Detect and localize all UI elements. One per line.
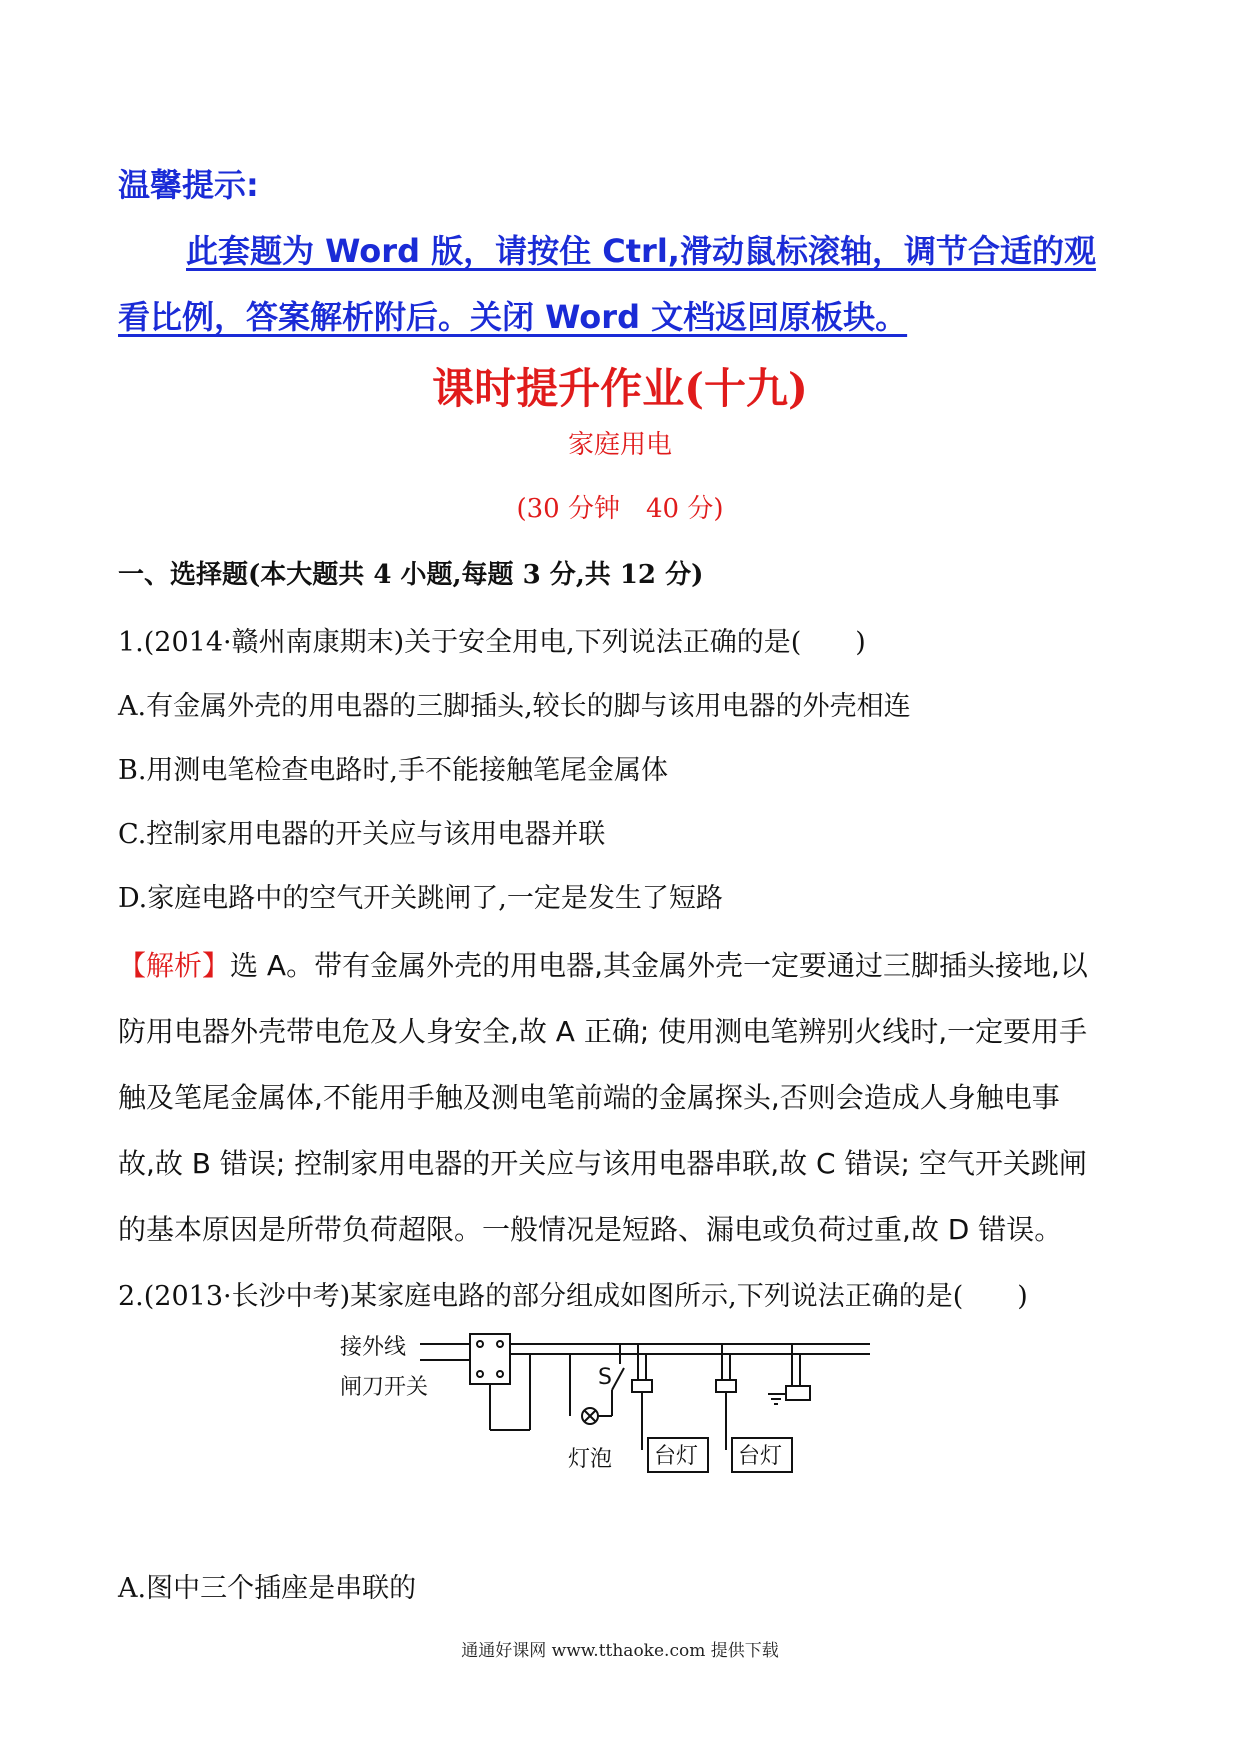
time-info: (30 分钟 40 分) [516, 494, 724, 524]
knife-switch-box [470, 1334, 510, 1384]
section-heading: 一、选择题(本大题共 4 小题,每题 3 分,共 12 分) [118, 560, 704, 590]
tip-heading: 温馨提示: [118, 166, 259, 204]
analysis-line-4: 故,故 B 错误; 控制家用电器的开关应与该用电器串联,故 C 错误; 空气开关跳闸 [118, 1147, 1087, 1180]
analysis-text-1: 选 A。带有金属外壳的用电器,其金属外壳一定要通过三脚插头接地,以 [230, 949, 1088, 982]
label-lamp-2: 台灯 [738, 1444, 783, 1469]
analysis-line-1 [118, 944, 1088, 984]
socket-1 [632, 1380, 652, 1392]
question-1-option-d: D.家庭电路中的空气开关跳闸了,一定是发生了短路 [118, 883, 723, 914]
knife-contact-3 [477, 1371, 483, 1377]
question-1-option-c: C.控制家用电器的开关应与该用电器并联 [118, 819, 606, 850]
tip-line-1: 此套题为 Word 版，请按住 Ctrl,滑动鼠标滚轴，调节合适的观 [186, 232, 1096, 270]
analysis-line-2: 防用电器外壳带电危及人身安全,故 A 正确; 使用测电笔辨别火线时,一定要用手 [118, 1015, 1088, 1048]
socket-2 [716, 1380, 736, 1392]
label-incoming-line: 接外线 [340, 1335, 407, 1360]
label-bulb: 灯泡 [568, 1447, 613, 1472]
switch-s-icon [612, 1368, 624, 1390]
knife-contact-4 [497, 1371, 503, 1377]
label-knife-switch: 闸刀开关 [340, 1375, 429, 1400]
analysis-line-5: 的基本原因是所带负荷超限。一般情况是短路、漏电或负荷过重,故 D 错误。 [118, 1213, 1063, 1246]
question-2-option-a: A.图中三个插座是串联的 [118, 1573, 417, 1604]
knife-contact-2 [497, 1341, 503, 1347]
document-title: 课时提升作业(十九) [432, 364, 808, 413]
page-footer: 通通好课网 www.tthaoke.com 提供下载 [461, 1641, 779, 1661]
tip-line-2: 看比例，答案解析附后。关闭 Word 文档返回原板块。 [118, 298, 908, 336]
question-1-option-a: A.有金属外壳的用电器的三脚插头,较长的脚与该用电器的外壳相连 [118, 691, 911, 722]
analysis-tag: 【解析】 [118, 949, 231, 982]
question-1-option-b: B.用测电笔检查电路时,手不能接触笔尾金属体 [118, 755, 669, 786]
analysis-line-3: 触及笔尾金属体,不能用手触及测电笔前端的金属探头,否则会造成人身触电事 [118, 1081, 1060, 1114]
document-subtitle: 家庭用电 [567, 430, 672, 460]
knife-contact-1 [477, 1341, 483, 1347]
socket-3 [786, 1386, 810, 1400]
question-1-stem: 1.(2014·赣州南康期末)关于安全用电,下列说法正确的是( ) [118, 627, 866, 658]
question-2-stem: 2.(2013·长沙中考)某家庭电路的部分组成如图所示,下列说法正确的是( ) [118, 1281, 1028, 1312]
label-switch-s: S [598, 1365, 612, 1390]
label-lamp-1: 台灯 [654, 1444, 699, 1469]
circuit-diagram [340, 1320, 880, 1520]
